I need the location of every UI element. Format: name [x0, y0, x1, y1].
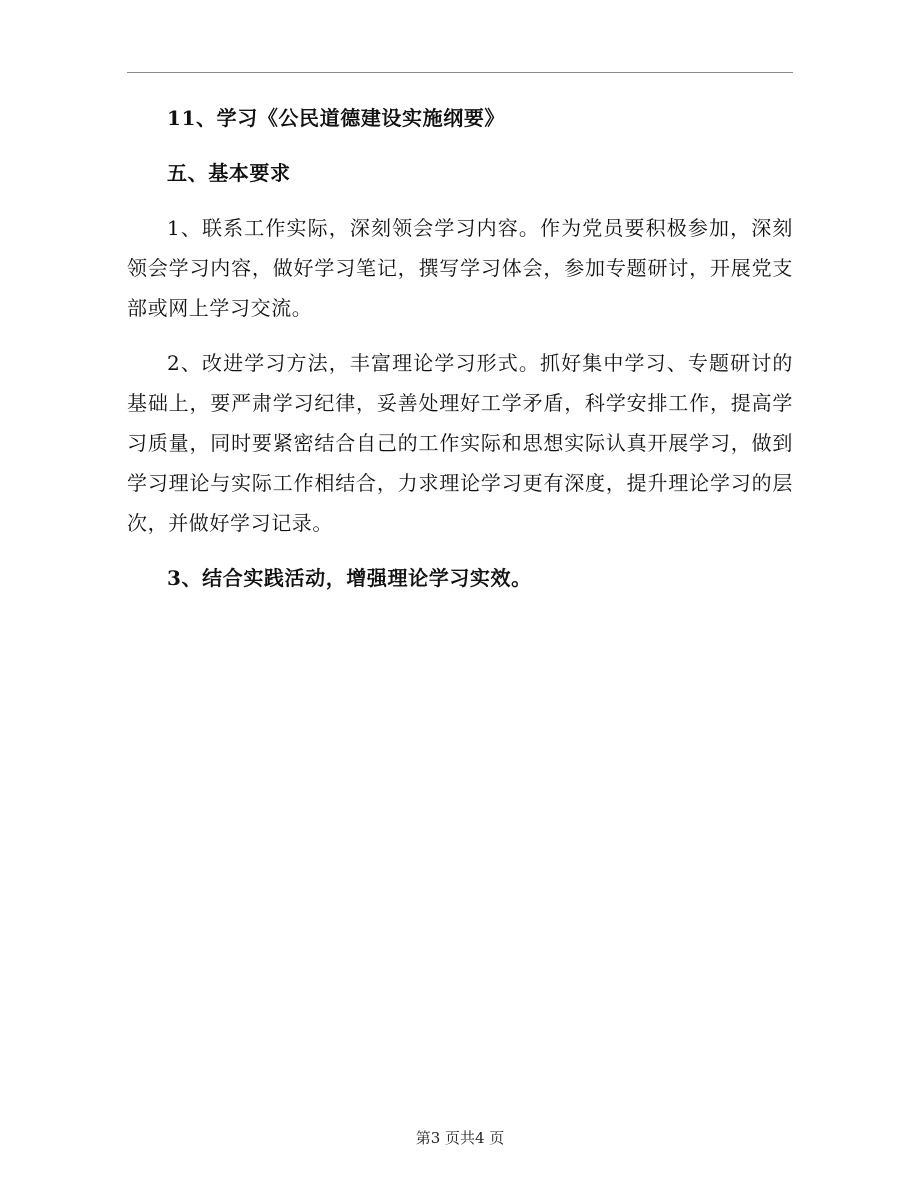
- requirement-2-paragraph: 2、改进学习方法，丰富理论学习形式。抓好集中学习、专题研讨的基础上，要严肃学习纪律，妥善处理好工学矛盾，科学安排工作，提高学习质量，同时要紧密结合自己的工作实际和思想实际认真开展学习，做到学习理论与实际工作相结合，力求理论学习更有深度，提升理论学习的层次，并做好学习记录。: [127, 351, 793, 535]
- header-rule: [127, 72, 793, 73]
- page-number: 第3 页共4 页: [415, 1129, 505, 1147]
- requirement-1-paragraph: 1、联系工作实际，深刻领会学习内容。作为党员要积极参加，深刻领会学习内容，做好学习笔记，撰写学习体会，参加专题研讨，开展党支部或网上学习交流。: [127, 216, 793, 320]
- requirement-3-heading: 3、结合实践活动，增强理论学习实效。: [167, 566, 532, 590]
- section-5-heading: 五、基本要求: [167, 161, 291, 185]
- document-body: [127, 98, 793, 598]
- item-11-heading: 11、学习《公民道德建设实施纲要》: [167, 106, 506, 130]
